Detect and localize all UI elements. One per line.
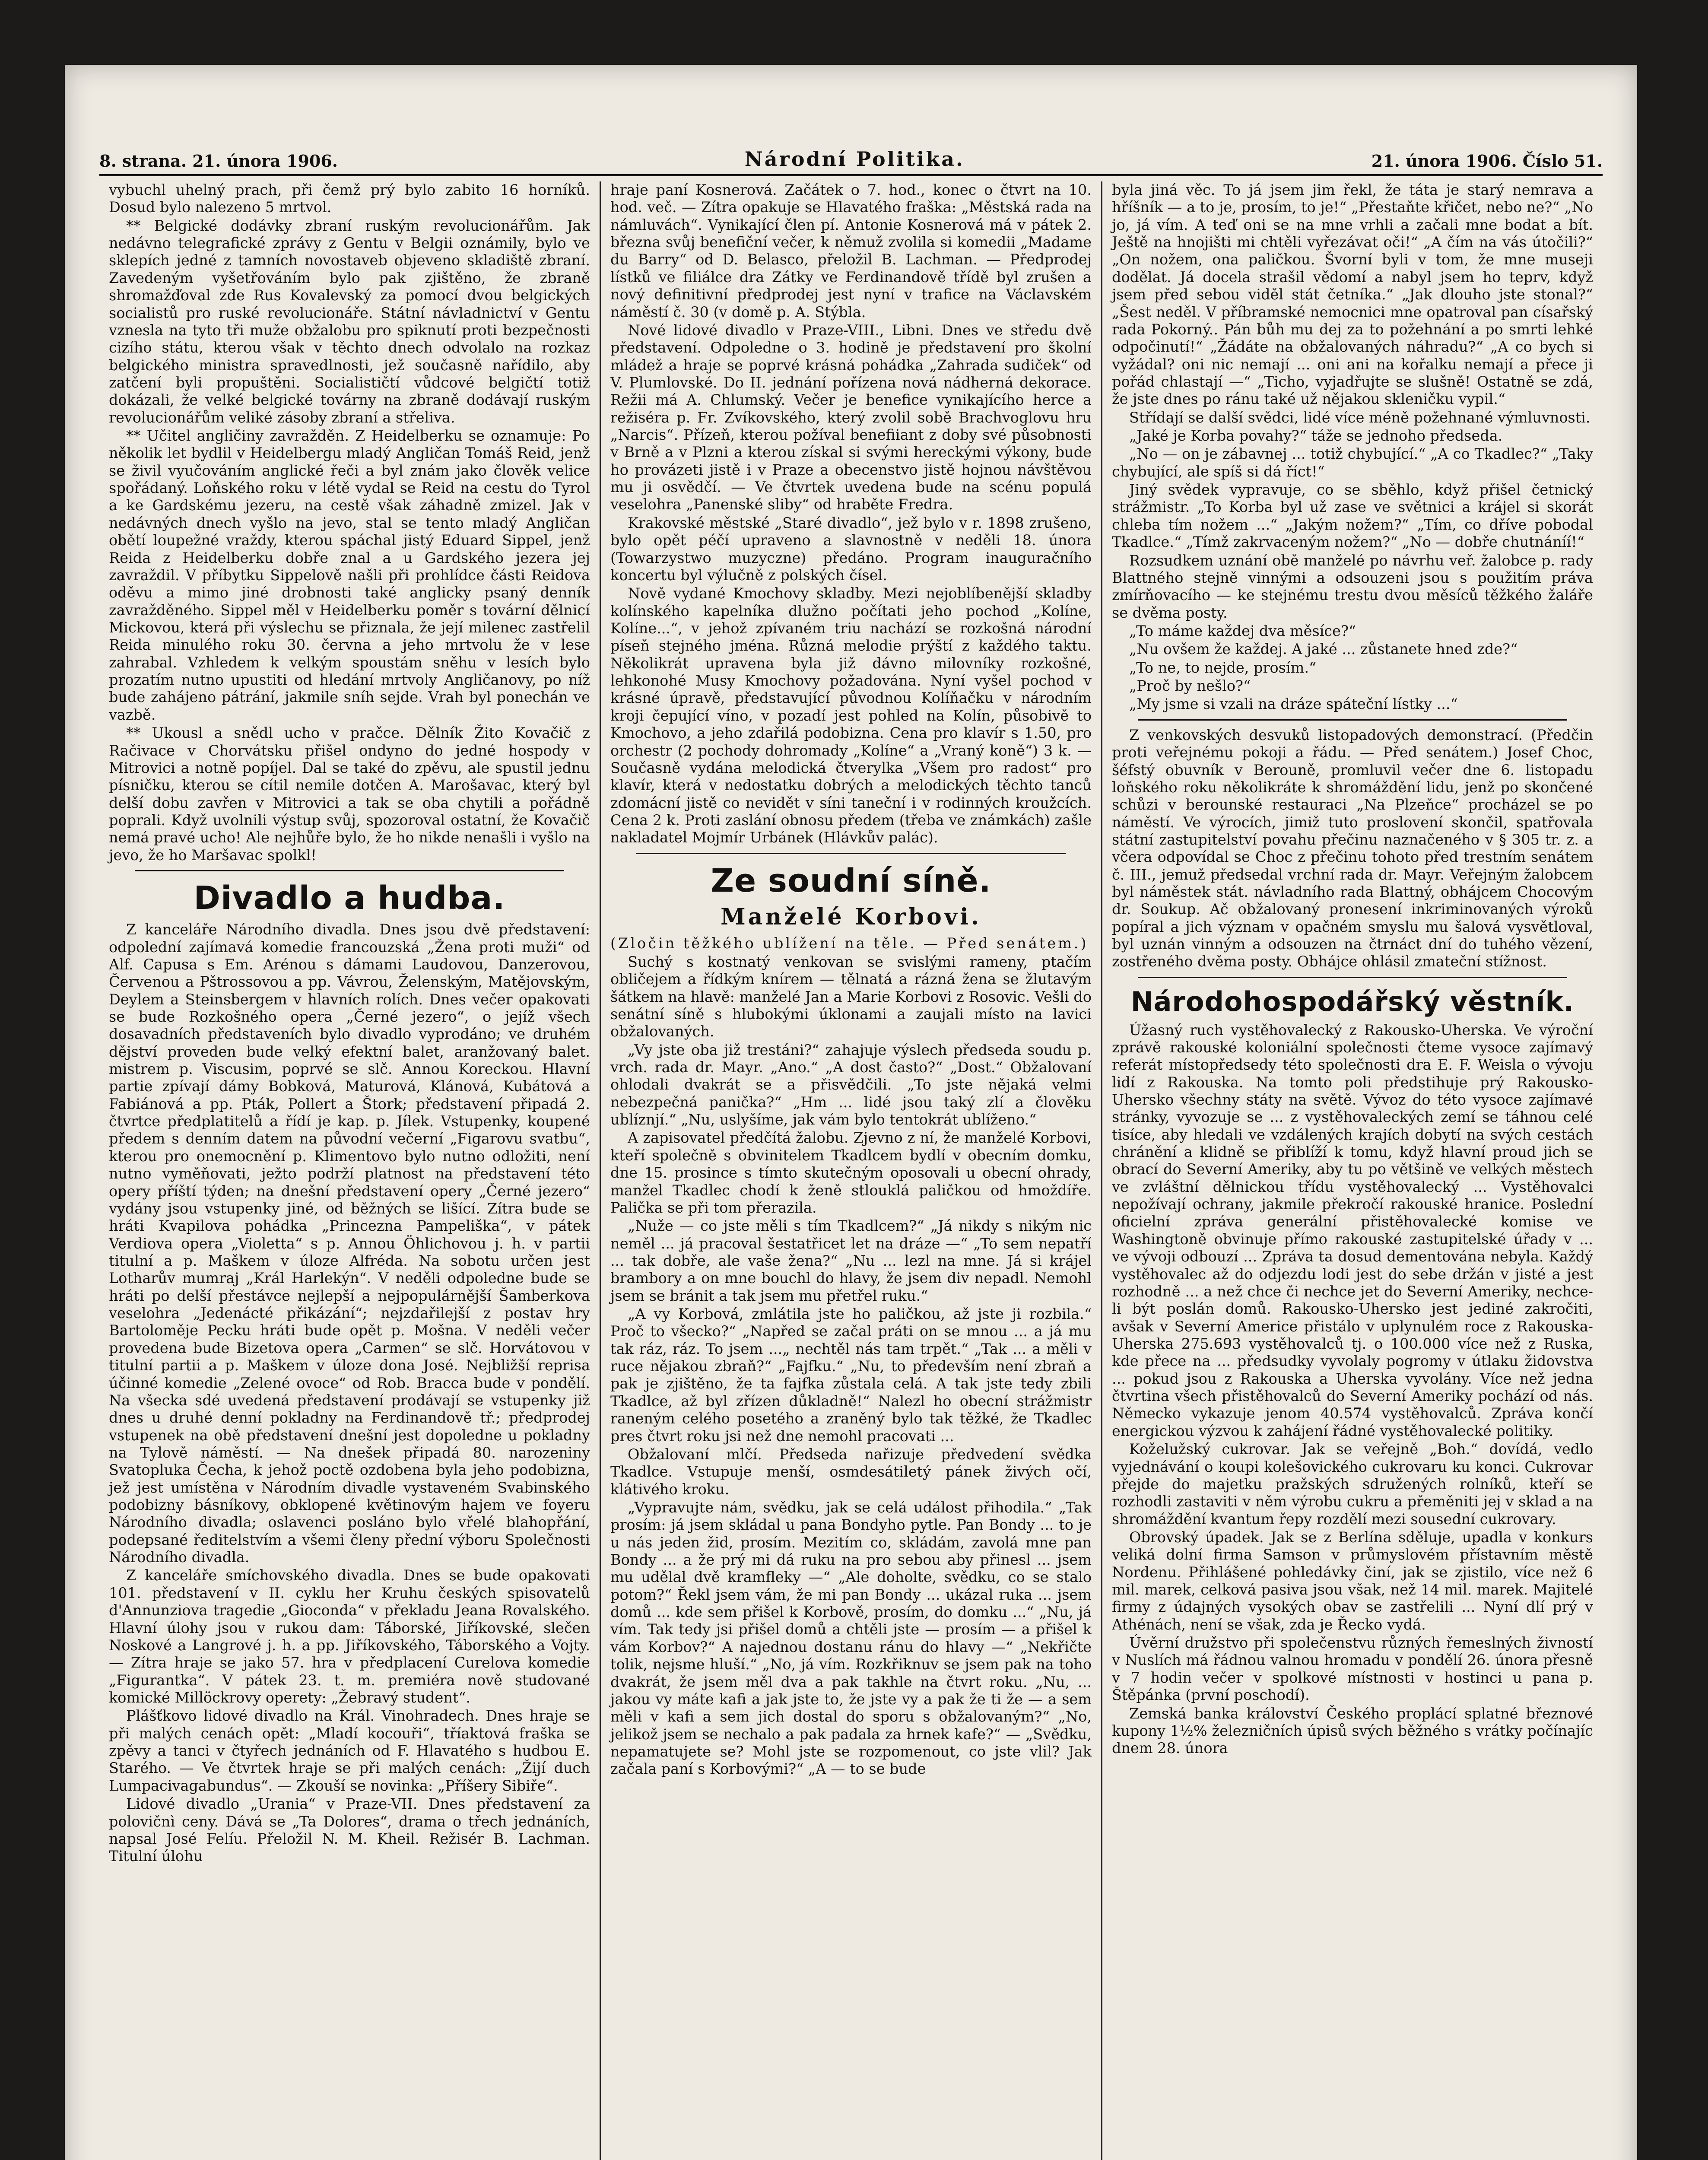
paragraph: „Proč by nešlo?“ xyxy=(1129,677,1251,695)
paragraph: Obžalovaní mlčí. Předseda nařizuje předvedení svědka Tkadlce. Vstupuje menší, osmdesátiletý pánek živých očí, klátivého kroku. xyxy=(610,1445,1092,1498)
column-1 xyxy=(99,181,601,2160)
news-demonstrations: Z venkovských desvuků listopadových demonstrací. (Předčin proti veřejnému pokoji a řádu. — Před senátem.) Josef Choc, šéfstý obuvník v Berouně, promluvil večer dne 6. listopadu loňského roku několikráte k shromáždění lidu, jenž po skončené schůzi v berounské restauraci „Na Plzeňce“ procházel se po náměstí. Ve výrocích, jimiž tuto proslovení skončil, spatřovala státní zastupitelství povahu přečinu naznačeného v § 305 tr. z. a včera odpovídal se Choc z přečinu tohoto před trestním senátem č. III., jemuž předsedal vrchní rada dr. Mayr. Veřejným žalobcem byl náměstek stát. návladního rada Blattný, obhájcem Chocovým dr. Soukup. Ač obžalovaný pronesení inkriminovaných výroků popíral a jich význam v opačném smyslu mu šalová vysvětloval, byl uznán vinným a odsouzen na čtrnáct dní do tuhého vězení, zostřeného dvěma posty. Obhájce ohlásil zmateční stížnost. xyxy=(1112,726,1593,970)
economy-bankruptcy: Obrovský úpadek. Jak se z Berlína sděluje, upadla v konkurs veliká dolní firma Samson v průmyslovém přístavním městě Nordenu. Přihlášené pohledávky činí, jak se zjistilo, více než 6 mil. marek, celková pasiva jsou však, než 14 mil. marek. Majitelé firmy z údajných vysokých obav se zastřelili ... Nyní dlí prý v Athénách, není se však, zda je Řecko vydá. xyxy=(1112,1528,1593,1633)
divider xyxy=(135,870,564,871)
theatre-krakow: Krakovské městské „Staré divadlo“, jež bylo v r. 1898 zrušeno, bylo opět péčí upraveno a slavnostně v neděli 18. února (Towarzystwo muzyczne) předáno. Program inauguračního koncertu byl výlučně z polských čísel. xyxy=(610,514,1092,584)
section-title-court: Ze soudní síně. xyxy=(711,862,991,899)
paragraph: Střídají se další svědci, lidé více méně požehnané výmluvnosti. xyxy=(1129,409,1591,426)
divider xyxy=(636,853,1066,854)
column-2 xyxy=(601,181,1102,2160)
news-english-teacher: ** Učitel angličiny zavražděn. Z Heidelberku se oznamuje: Po několik let bydlil v Heidelbergu mladý Angličan Tomáš Reid, jenž se živil vyučováním anglické řeči a byl znám jako člověk velice spořádaný. Loňského roku v létě vydal se Reid na cestu do Tyrol a ke Gardskému jezeru, na cestě však záhadně zmizel. Jak v nedávných dnech vyšlo na jevo, stal se tento mladý Angličan obětí loupežné vraždy, kterou spáchal jistý Eduard Sippel, jenž Reida z Heidelberku dobře znal a u Gardského jezera jej zavraždil. V příbytku Sippelově našli při prohlídce části Reidova oděvu a mimo jiné drobnosti také anglicky psaný denník zavražděného. Sippel měl v Heidelberku poměr s tovární dělnicí Mickovou, která při výslechu se přiznala, že její milenec zastřelil Reida minulého roku 30. června a jeho mrtvolu že v lese zahrabal. Vzhledem k velkým spoustám sněhu v lesích bylo prozatím nutno upustiti od hledání mrtvoly Angličanovy, po níž bude zahájeno pátrání, jakmile sníh sejde. Vrah byl ponechán ve vazbě. xyxy=(109,427,590,723)
paragraph: „Vy jste oba již trestáni?“ zahajuje výslech předseda soudu p. vrch. rada dr. Mayr. „Ano.“ „A dost často?“ „Dost.“ Obžalovaní ohlodali dvakrát se a přisvědčili. „To jste nějaká velmi nebezpečná panička?“ „Hm ... lidé jsou taký zlí a člověku ublíznjí.“ „Nu, uslyšíme, jak vám bylo tentokrát ublíženo.“ xyxy=(610,1041,1092,1128)
economy-sugar-factory: Koželužský cukrovar. Jak se veřejně „Boh.“ dovídá, vedlo vyjednávání o koupi kolešovického cukrovaru ku konci. Cukrovar přejde do majetku pražských sdružených rolníků, kteří se rozhodli zastaviti v něm výrobu cukru a přeměniti jej v sklad a na shromáždění kvantum řepy rozdělí mezi sousední cukrovary. xyxy=(1112,1441,1593,1528)
paragraph: A zapisovatel předčítá žalobu. Zjevno z ní, že manželé Korbovi, kteří společně s obvinitelem Tkadlcem bydlí v obecním domku, dne 15. prosince s tímto skutečným oposovali u obecní ohrady, manžel Tkadlec chodí k ženě stlouklá paličkou od hmoždíře. Palička se při tom přerazila. xyxy=(610,1129,1092,1216)
paragraph: Rozsudkem uznání obě manželé po návrhu veř. žalobce p. rady Blattného stejně vinnými a odsouzeni jsou s použitím práva zmírňovacího — ke stejnému trestu dvou měsíců těžkého žaláře se dvěma posty. xyxy=(1112,552,1593,621)
page-header xyxy=(99,145,1603,176)
court-article-note: (Zločin těžkého ublížení na těle. — Před senátem.) xyxy=(610,935,1089,952)
header-left: 8. strana. 21. února 1906. xyxy=(99,151,338,171)
economy-land-bank: Zemská banka království Českého proplácí splatné březnové kupony 1½% železničních úpisů svých běžného s vrátky počínajíc dnem 28. února xyxy=(1112,1705,1593,1757)
newspaper-page xyxy=(65,65,1637,2160)
theatre-smichov: Z kanceláře smíchovského divadla. Dnes se bude opakovati 101. představení v II. cyklu her Kruhu českých spisovatelů d'Annunziova tragedie „Gioconda“ v překladu Jeana Rovalského. Hlavní úlohy jsou v rukou dam: Táborské, Jiříkovské, slečen Noskové a Langrové j. h. a pp. Jiříkovského, Táborského a Vojty. — Zítra hraje se jako 57. hra v předplacení Curelova komedie „Figurantka“. V pátek 23. t. m. premiéra nově studované komické Millöckrovy operety: „Žebravý student“. xyxy=(109,1567,590,1706)
paragraph: Jiný svědek vypravuje, co se sběhlo, když přišel četnický strážmistr. „To Korba byl už zase ve světnici a krájel si skorát chleba tím nožem ...“ „Jakým nožem?“ „Tím, co dříve pobodal Tkadlce.“ „Tímž zakrvaceným nožem?“ „No — dobře chutnáníí!“ xyxy=(1112,481,1593,551)
paragraph: „Nuže — co jste měli s tím Tkadlcem?“ „Já nikdy s nikým nic neměl ... já pracoval šestatřicet let na dráze —“ „To sem nepatří ... tak dobře, ale vaše žena?“ „Nu ... lezl na mne. Já si krájel brambory a on mne bouchl do hlavy, že jsem div nepadl. Nemohl jsem se bránit a tak jsem mu přetřel ruku.“ xyxy=(610,1217,1092,1304)
economy-credit-union: Úvěrní družstvo při společenstvu různých řemeslných živností v Nuslích má řádnou valnou hromadu v pondělí 26. února přesně v 7 hodin večer v spolkové místnosti v hostinci u pana p. Štěpánka (první poschodí). xyxy=(1112,1634,1593,1704)
paragraph: vybuchl uhelný prach, při čemž prý bylo zabito 16 horníků. Dosud bylo nalezeno 5 mrtvol. xyxy=(109,181,590,216)
news-ear-bitten: ** Ukousl a snědl ucho v pračce. Dělník Žito Kovačič z Račivace v Chorvátsku přišel ondyno do jedné hospody v Mitrovici a notně popíjel. Dal se také do zpěvu, ale spustil jednu písničku, kterou se cítil nemile dotčen A. Marošavac, který byl delší dobu zavřen v Mitrovici a tak se oba chytili a pořádně poprali. Když uvolnili výstup svůj, spozoroval ostatní, že Kovačič nemá pravé ucho! Ale nejhůře bylo, že ho nikde nenašli i vyšlo na jevo, že ho Maršavac spolkl! xyxy=(109,724,590,864)
paragraph: „Nu ovšem že každej. A jaké ... zůstanete hned zde?“ xyxy=(1129,641,1518,658)
divider xyxy=(1138,719,1567,721)
paragraph: byla jiná věc. To já jsem jim řekl, že táta je starý nemrava a hříšník — a to je, prosím, to je!“ „Přestaňte křičet, nebo ne?“ „No jo, já vím. A teď oni se na mne vrhli a začali mne bodat a bít. Ještě na hnojišti mi chtěli vyřezávat oči!“ „A čím na vás útočili?“ „On nožem, ona paličkou. Švorní byli v tom, že mne museji dodělat. Já docela strašil vědomí a nabyl jsem ho teprv, když jsem před sebou viděl stát četníka.“ „Jak dlouho jste stonal?“ „Šest neděl. V příbramské nemocnici mne opatroval pan císařský rada Pokorný.. Pán bůh mu dej za to požehnání a po smrti lehké odpočinutí!“ „Žádáte na obžalovaných náhradu?“ „A co bych si vyžádal? oni nic nemají ... oni ani na kořalku nemají a přece ji pořád chlastají —“ „Ticho, vyjadřujte se slušně! Ostatně se zdá, že jste dnes po ránu také už nějakou skleničku vypil.“ xyxy=(1112,181,1593,408)
section-title-theatre: Divadlo a hudba. xyxy=(194,880,505,917)
theatre-national: Z kanceláře Národního divadla. Dnes jsou dvě představení: odpolední zajímavá komedie francouzská „Žena proti muži“ od Alf. Capusa s Em. Arénou s dámami Laudovou, Danzerovou, Červenou a Pštrossovou a pp. Vávrou, Želenským, Matějovským, Deylem a Steinsbergem v hlavních rolích. Dnes večer opakovati se bude Rozkošného opera „Černé jezero“, o jejíž všech dosavadních představeních bylo divadlo vyprodáno; ve druhém dějství proveden bude velký efektní balet, aranžovaný balet. mistrem p. Viscusim, poprvé se slč. Annou Koreckou. Hlavní partie zpívají dámy Bobková, Maturová, Klánová, Kubátová a Fabiánová a pp. Pták, Pollert a Štork; představení připadá 2. čtvrtce předplatitelů a řídí je kap. p. Jílek. Vstupenky, koupené předem s denním datem na původní večerní „Figarovu svatbu“, kterou pro onemocnění p. Klimentovo bylo nutno odložiti, není nutno vyměňovati, ježto podrží platnost na představení této opery příští týden; na dnešní představení opery „Černé jezero“ vydány jsou vstupenky jiné, od běžných se lišící. Zítra bude se hráti Kvapilova pohádka „Princezna Pampeliška“, v pátek Verdiova opera „Violetta“ s p. Annou Öhlichovou j. h. v partii titulní a p. Maškem v úloze Alfréda. Na sobotu určen jest Lotharův mumraj „Král Harlekýn“. V neděli odpoledne bude se hráti po delší přestávce nejlepší a nejpopulárnější Šamberkova veselohra „Jedenácté přikázání“; nejzdařilejší z postav hry Bartoloměje Pecku hráti bude opět p. Mošna. V neděli večer provedena bude Bizetova opera „Carmen“ se slč. Horvátovou v titulní partii a p. Maškem v úloze dona José. Nejbližší reprisa účinné komedie „Zelené ovoce“ od Rob. Bracca bude v pondělí. Na všecka sdé uvedená představení prodávají se vstupenky již dnes u druhé denní pokladny na Ferdinandově tř.; předprodej vstupenek na obě představení dnešní jest dopoledne u pokladny na Tylově náměstí. — Na dnešek připadá 80. narozeniny Svatopluka Čecha, k jehož poctě ozdobena byla jeho podobizna, jež jest umístěna v Národním divadle vystaveném Svabinského podobizny básníkovy, obklopené květinovým hajem ve foyeru Národního divadla; oslavenci posláno bylo vřelé blahopřání, podepsané ředitelstvím a všemi členy přední výboru Společnosti Národního divadla. xyxy=(109,921,590,1566)
newspaper-title: Národní Politika. xyxy=(744,147,965,171)
paragraph: „Jaké je Korba povahy?“ táže se jednoho předseda. xyxy=(1129,427,1503,445)
paragraph: hraje paní Kosnerová. Začátek o 7. hod., konec o čtvrt na 10. hod. več. — Zítra opakuje se Hlavatého fraška: „Městská rada na námluvách“. Vynikající člen pí. Antonie Kosnerová má v pátek 2. března svůj benefiční večer, k němuž zvolila si komedii „Madame du Barry“ od D. Belasco, přeložil B. Lachman. — Předprodej lístků ve filiálce dra Zátky ve Ferdinandově třídě byl zrušen a nový definitivní předprodej jest nyní v trafice na Václavském náměstí č. 30 (v domě p. A. Stýbla. xyxy=(610,181,1092,321)
paragraph: Suchý s kostnatý venkovan se svislými rameny, ptačím obličejem a řídkým knírem — tělnatá a rázná žena se žlutavým šátkem na hlavě: manželé Jan a Marie Korbovi z Rosovic. Vešli do senátní síně s hlubokými úklonami a zaujali místo na lavici obžalovaných. xyxy=(610,953,1092,1040)
paragraph: „Vypravujte nám, svědku, jak se celá událost přihodila.“ „Tak prosím: já jsem skládal u pana Bondyho pytle. Pan Bondy ... to je u nás jeden žid, prosím. Mezitím co, skládám, zavolá mne pan Bondy ... a že prý mi dá ruku na pro sebou aby přinesl ... jsem mu udělal dvě kramfleky —“ „Ale doholte, svědku, co se stalo potom?“ Řekl jsem vám, že mi pan Bondy ... ukázal ruka ... jsem domů ... kde sem přišel k Korbově, prosím, do domku ...“ „Nu, já vím. Tak tedy jsi přišel domů a chtěli jste — prosím — a přišel k vám Korbov?“ A najednou dostanu ránu do hlavy —“ „Nekřičte tolik, nejsme hluší.“ „No, já vím. Rozkřiknuv se jsem pak na toho dvakrát, že jsem měl dva a pak takhle na čtvrt roku. „Nu, ... jakou vy máte kafi a jak jste to, že jste vy a pak že ti že — a sem měli v kafi a sem jich dostal do sporu s obžalovaným?“ „No, jelikož jsem se nechalo a pak padala za hrnek kafe?“ — „Svědku, nepamatujete se? Mohl jste se rozpomenout, co jste vlil? Jak začala paní s Korbovými?“ „A — to se bude xyxy=(610,1499,1092,1778)
paragraph: „A vy Korbová, zmlátila jste ho paličkou, až jste ji rozbila.“ Proč to všecko?“ „Napřed se začal práti on se mnou ... a já mu tak ráz, ráz. To jsem ...„ nechtěl nás tam trpět.“ „Tak ... a měli v ruce nějakou zbraň?“ „Fajfku.“ „Nu, to především není zbraň a pak je zjištěno, že ta fajfka zůstala celá. A tak jste tedy zbili Tkadlce, až byl zřízen důkladně!“ Nalezl ho obecní strážmistr raneným celého posetého a zraněný bylo tak těžké, že Tkadlec pres čtvrt roku jsi než dne nemohl pracovati ... xyxy=(610,1306,1092,1445)
paragraph: „No — on je zábavnej ... totiž chybující.“ „A co Tkadlec?“ „Taky chybující, ale spíš si dá říct!“ xyxy=(1112,445,1593,480)
news-belgian-weapons: ** Belgické dodávky zbraní ruským revolucionářům. Jak nedávno telegrafické zprávy z Gentu v Belgii oznámily, bylo ve sklepích jedné z tamních novostaveb objeveno skladiště zbraní. Zavedeným vyšetřováním bylo pak zjištěno, že zbraně shromažďoval zde Rus Kovalevský za pomocí dvou belgických socialistů pro ruské revolucionáře. Státní návladnictví v Gentu vznesla na tyto tři muže obžalobu pro spiknutí proti bezpečnosti cizího státu, kterou však v těchto dnech odvolalo na rozkaz belgického ministra spravedlnosti, jež současně nařídilo, aby zatčení byli propuštěni. Socialističtí vůdcové belgičtí totiž dokázali, že velké belgické továrny na zbraně dodávají ruským revolucionářům veliké zásoby zbraní a střeliva. xyxy=(109,217,590,426)
paragraph: „To ne, to nejde, prosím.“ xyxy=(1129,659,1317,676)
paragraph: „To máme každej dva měsíce?“ xyxy=(1129,622,1356,639)
economy-emigration: Úžasný ruch vystěhovalecký z Rakousko-Uherska. Ve výroční zprávě rakouské koloniální společnosti čteme vysoce zajímavý referát místopředsedy této společnosti dra E. F. Weisla o vývoju lidí z Rakouska. Na tomto poli předstihuje prý Rakousko-Uhersko všechny státy na světě. Vývoz do této vysoce zajímavé stránky, vyvozuje se ... z vystěhovaleckých zemí se táhnou celé tisíce, aby hledali ve vzdálených krajích dobytí na svých cestách chránění a klidně se přiblíží k tomu, když hlavní proud jich se obrací do Severní Ameriky, aby tu po většině ve velkých městech ve zvláštní dělnickou třídu vystěhovalecký ... Vystěhovalci nepožívají ochrany, jakmile překročí rakouské hranice. Poslední oficielní zpráva generální přistěhovalecké komise ve Washingtoně obvinuje přímo rakouské zastupitelské úřady v ... ve vývoji odbouzí ... Zpráva ta dosud dementována nebyla. Každý vystěhovalec až do odjezdu lodi jest do sebe držán v jisté a jest rozhodně ... a než chce či nechce jet do Severní Ameriky, nechce-li být poslán domů. Rakousko-Uhersko jest jediné zakročiti, avšak v Severní Americe přistálo v uplynulém roce z Rakouska-Uherska 275.693 vystěhovalců tj. o 100.000 více než z Ruska, kde přece na ... předsudky vyvolaly pogromy v útlaku židovstva ... pokud jsou z Rakouska a Uherska vyvolány. Více než jedna čtvrtina všech přistěhovalců do Severní Ameriky pochází od nás. Německo vykazuje jenom 40.574 vystěhovalců. Zpráva končí energickou výzvou k zahájení řádné vystěhovalecké politiky. xyxy=(1112,1021,1593,1439)
theatre-vinohrady: Plášťkovo lidové divadlo na Král. Vinohradech. Dnes hraje se při malých cenách opět: „Mladí kocouři“, tříaktová fraška se zpěvy a tanci v čtyřech jednáních od F. Hlavatého s hudbou E. Starého. — Ve čtvrtek hraje se při malých cenách: „Žijí duch Lumpacivagabundus“. — Zkouší se novinka: „Příšery Sibiře“. xyxy=(109,1707,590,1794)
theatre-liben: Nové lidové divadlo v Praze-VIII., Libni. Dnes ve středu dvě představení. Odpoledne o 3. hodině je představení pro školní mládež a hraje se poprvé krásná pohádka „Zahrada sudiček“ od V. Plumlovské. Do II. jednání pořízena nová nádherná dekorace. Režii má A. Chlumský. Večer je benefice vynikajícího herce a režiséra p. Fr. Zvíkovského, který zvolil sobě Brachvoglovu hru „Narcis“. Přízeň, kterou požíval benefiiant z doby své působnosti v Brně a v Plzni a kterou získal si svými hereckými výkony, bude ho provázeti jistě i v Praze a obecenstvo jistě hojnou návštěvou mu ji osvědčí. — Ve čtvrtek uvedena bude na scénu populá veselohra „Panenské sliby“ od hraběte Fredra. xyxy=(610,321,1092,513)
paragraph: „My jsme si vzali na dráze spáteční lístky ...“ xyxy=(1129,696,1458,713)
court-article-title: Manželé Korbovi. xyxy=(721,903,981,930)
divider xyxy=(1138,977,1567,978)
theatre-urania: Lidové divadlo „Urania“ v Praze-VII. Dnes představení za polovičnì ceny. Dává se „Ta Dolores“, drama o třech jednáních, napsal José Felíu. Přeložil N. M. Kheil. Režisér B. Lachman. Titulní úlohu xyxy=(109,1795,590,1865)
section-title-economy: Národohospodářský věstník. xyxy=(1130,985,1575,1017)
music-kmoch: Nově vydané Kmochovy skladby. Mezi nejoblíbenější skladby kolínského kapelníka dlužno počítati jeho pochod „Kolíne, Kolíne...“, v jehož zpívaném triu nachází se rozkošná národní píseň stejného jména. Různá melodie prýští z každého taktu. Několikrát upravena byla již dávno milovníky rozkošné, lehkonohé Musy Kmochovy požadována. Nyní vyšel pochod v krásné úpravě, představující původnou Kolíňačku v národním kroji čepující víno, v pozadí jest pohled na Kolín, působivě to Kmochovo, a jeho zdařilá podobizna. Cena pro klavír s 1.50, pro orchestr (2 pochody dohromady „Kolíne“ a „Vraný koně“) 3 k. — Současně vydána melodická čtverylka „Všem pro radost“ pro klavír, která v nedostatku dobrých a melodických těchto tanců zdomácní jistě co nevidět v síni taneční i v rodinných kroužcích. Cena 2 k. Proti zaslání obnosu předem (třeba ve známkách) zašle nakladatel Mojmír Urbánek (Hlávkův palác). xyxy=(610,585,1092,846)
header-right: 21. února 1906. Číslo 51. xyxy=(1371,151,1603,171)
article-columns xyxy=(99,181,1603,2160)
column-3 xyxy=(1102,181,1603,2160)
